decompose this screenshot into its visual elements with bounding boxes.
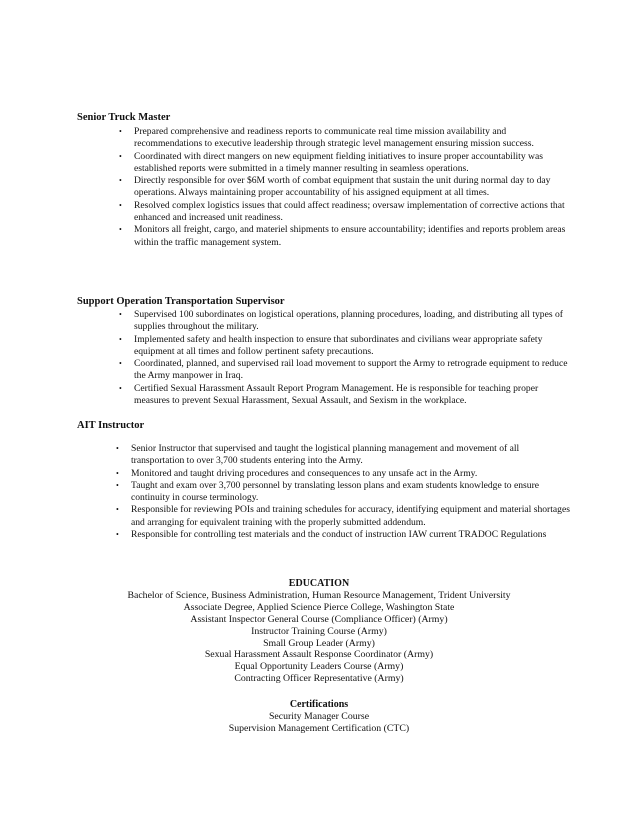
list-item: • Monitors all freight, cargo, and materiel shipments to ensure accountability; identifies and reports problem areas within the traffic management system. <box>119 224 566 248</box>
bullet-icon: • <box>119 383 122 393</box>
education-item: Equal Opportunity Leaders Course (Army) <box>234 661 404 673</box>
section-heading-support-operation-transportation-supervisor: Support Operation Transportation Supervisor <box>77 296 285 307</box>
list-item: • Responsible for controlling test materials and the conduct of instruction IAW current TRADOC Regulations <box>116 529 547 541</box>
list-item: • Senior Instructor that supervised and taught the logistical planning management and movement of all transportation to over 3,700 students entering into the Army. <box>116 443 520 467</box>
list-item: • Resolved complex logistics issues that could affect readiness; oversaw implementation of corrective actions that enhanced and increased unit readiness. <box>119 199 565 224</box>
list-item: • Coordinated, planned, and supervised rail load movement to support the Army to retrograde equipment to reduce the Army manpower in Iraq. <box>119 358 568 382</box>
list-item: • Prepared comprehensive and readiness reports to communicate real time mission availability and recommendations to executive leadership through strategic level management ensuring mission success. <box>119 126 534 150</box>
section-heading-senior-truck-master: Senior Truck Master <box>77 112 171 123</box>
list-item: • Implemented safety and health inspection to ensure that subordinates and civilians wear appropriate safety equipment at all times and follow pertinent safety precautions. <box>119 333 543 357</box>
list-item: • Taught and exam over 3,700 personnel by translating lesson plans and exam students knowledge to ensure continuity in course terminology. <box>116 479 540 504</box>
list-item: • Supervised 100 subordinates on logistical operations, planning procedures, loading, and distributing all types of supplies throughout the military. <box>119 309 563 333</box>
education-item: Assistant Inspector General Course (Compliance Officer) (Army) <box>190 613 448 625</box>
education-item: Small Group Leader (Army) <box>263 637 375 649</box>
certification-item: Security Manager Course <box>268 710 370 722</box>
education-item: Contracting Officer Representative (Army) <box>234 673 404 685</box>
bullet-icon: • <box>116 480 119 490</box>
education-section <box>0 578 638 685</box>
education-item: Associate Degree, Applied Science Pierce College, Washington State <box>183 601 455 613</box>
bullet-icon: • <box>119 225 122 235</box>
list-item: • Coordinated with direct mangers on new equipment fielding initiatives to insure proper accountability was established reports were submitted in a timely manner resulting in seamless operations. <box>119 150 543 174</box>
certifications-title: Certifications <box>289 699 349 710</box>
bullet-icon: • <box>119 310 122 319</box>
bullet-icon: • <box>116 468 119 478</box>
bullet-list-ait-instructor <box>0 443 638 541</box>
bullet-icon: • <box>119 334 122 344</box>
bullet-icon: • <box>119 151 122 161</box>
education-item: Bachelor of Science, Business Administration, Human Resource Management, Trident University <box>127 589 511 601</box>
list-item: • Responsible for reviewing POIs and training schedules for accuracy, identifying equipment and material shortages and arranging for equivalent training with the properly submitted addendum. <box>116 504 570 528</box>
bullet-icon: • <box>116 530 119 540</box>
list-item: • Monitored and taught driving procedures and consequences to any unsafe act in the Army. <box>116 467 478 479</box>
bullet-list-senior-truck-master <box>0 126 638 249</box>
education-title: EDUCATION <box>288 578 350 589</box>
education-item: Sexual Harassment Assault Response Coordinator (Army) <box>204 649 434 661</box>
education-item: Instructor Training Course (Army) <box>251 625 387 637</box>
certification-item: Supervision Management Certification (CTC) <box>228 722 410 734</box>
bullet-icon: • <box>119 127 122 136</box>
bullet-icon: • <box>119 200 122 210</box>
bullet-icon: • <box>116 505 119 515</box>
certifications-section <box>0 699 638 735</box>
list-item: • Certified Sexual Harassment Assault Report Program Management. He is responsible for teaching proper measures to prevent Sexual Harassment, Sexual Assault, and Sexism in the workplace. <box>119 382 539 407</box>
bullet-icon: • <box>119 176 122 186</box>
section-heading-ait-instructor: AIT Instructor <box>77 420 145 431</box>
bullet-icon: • <box>119 359 122 369</box>
bullet-list-support-operation <box>0 309 638 407</box>
list-item: • Directly responsible for over $6M worth of combat equipment that sustain the unit during normal day to day operations. Always maintaining proper accountability of his assigned equipment at all times. <box>119 175 551 199</box>
bullet-icon: • <box>116 444 119 453</box>
